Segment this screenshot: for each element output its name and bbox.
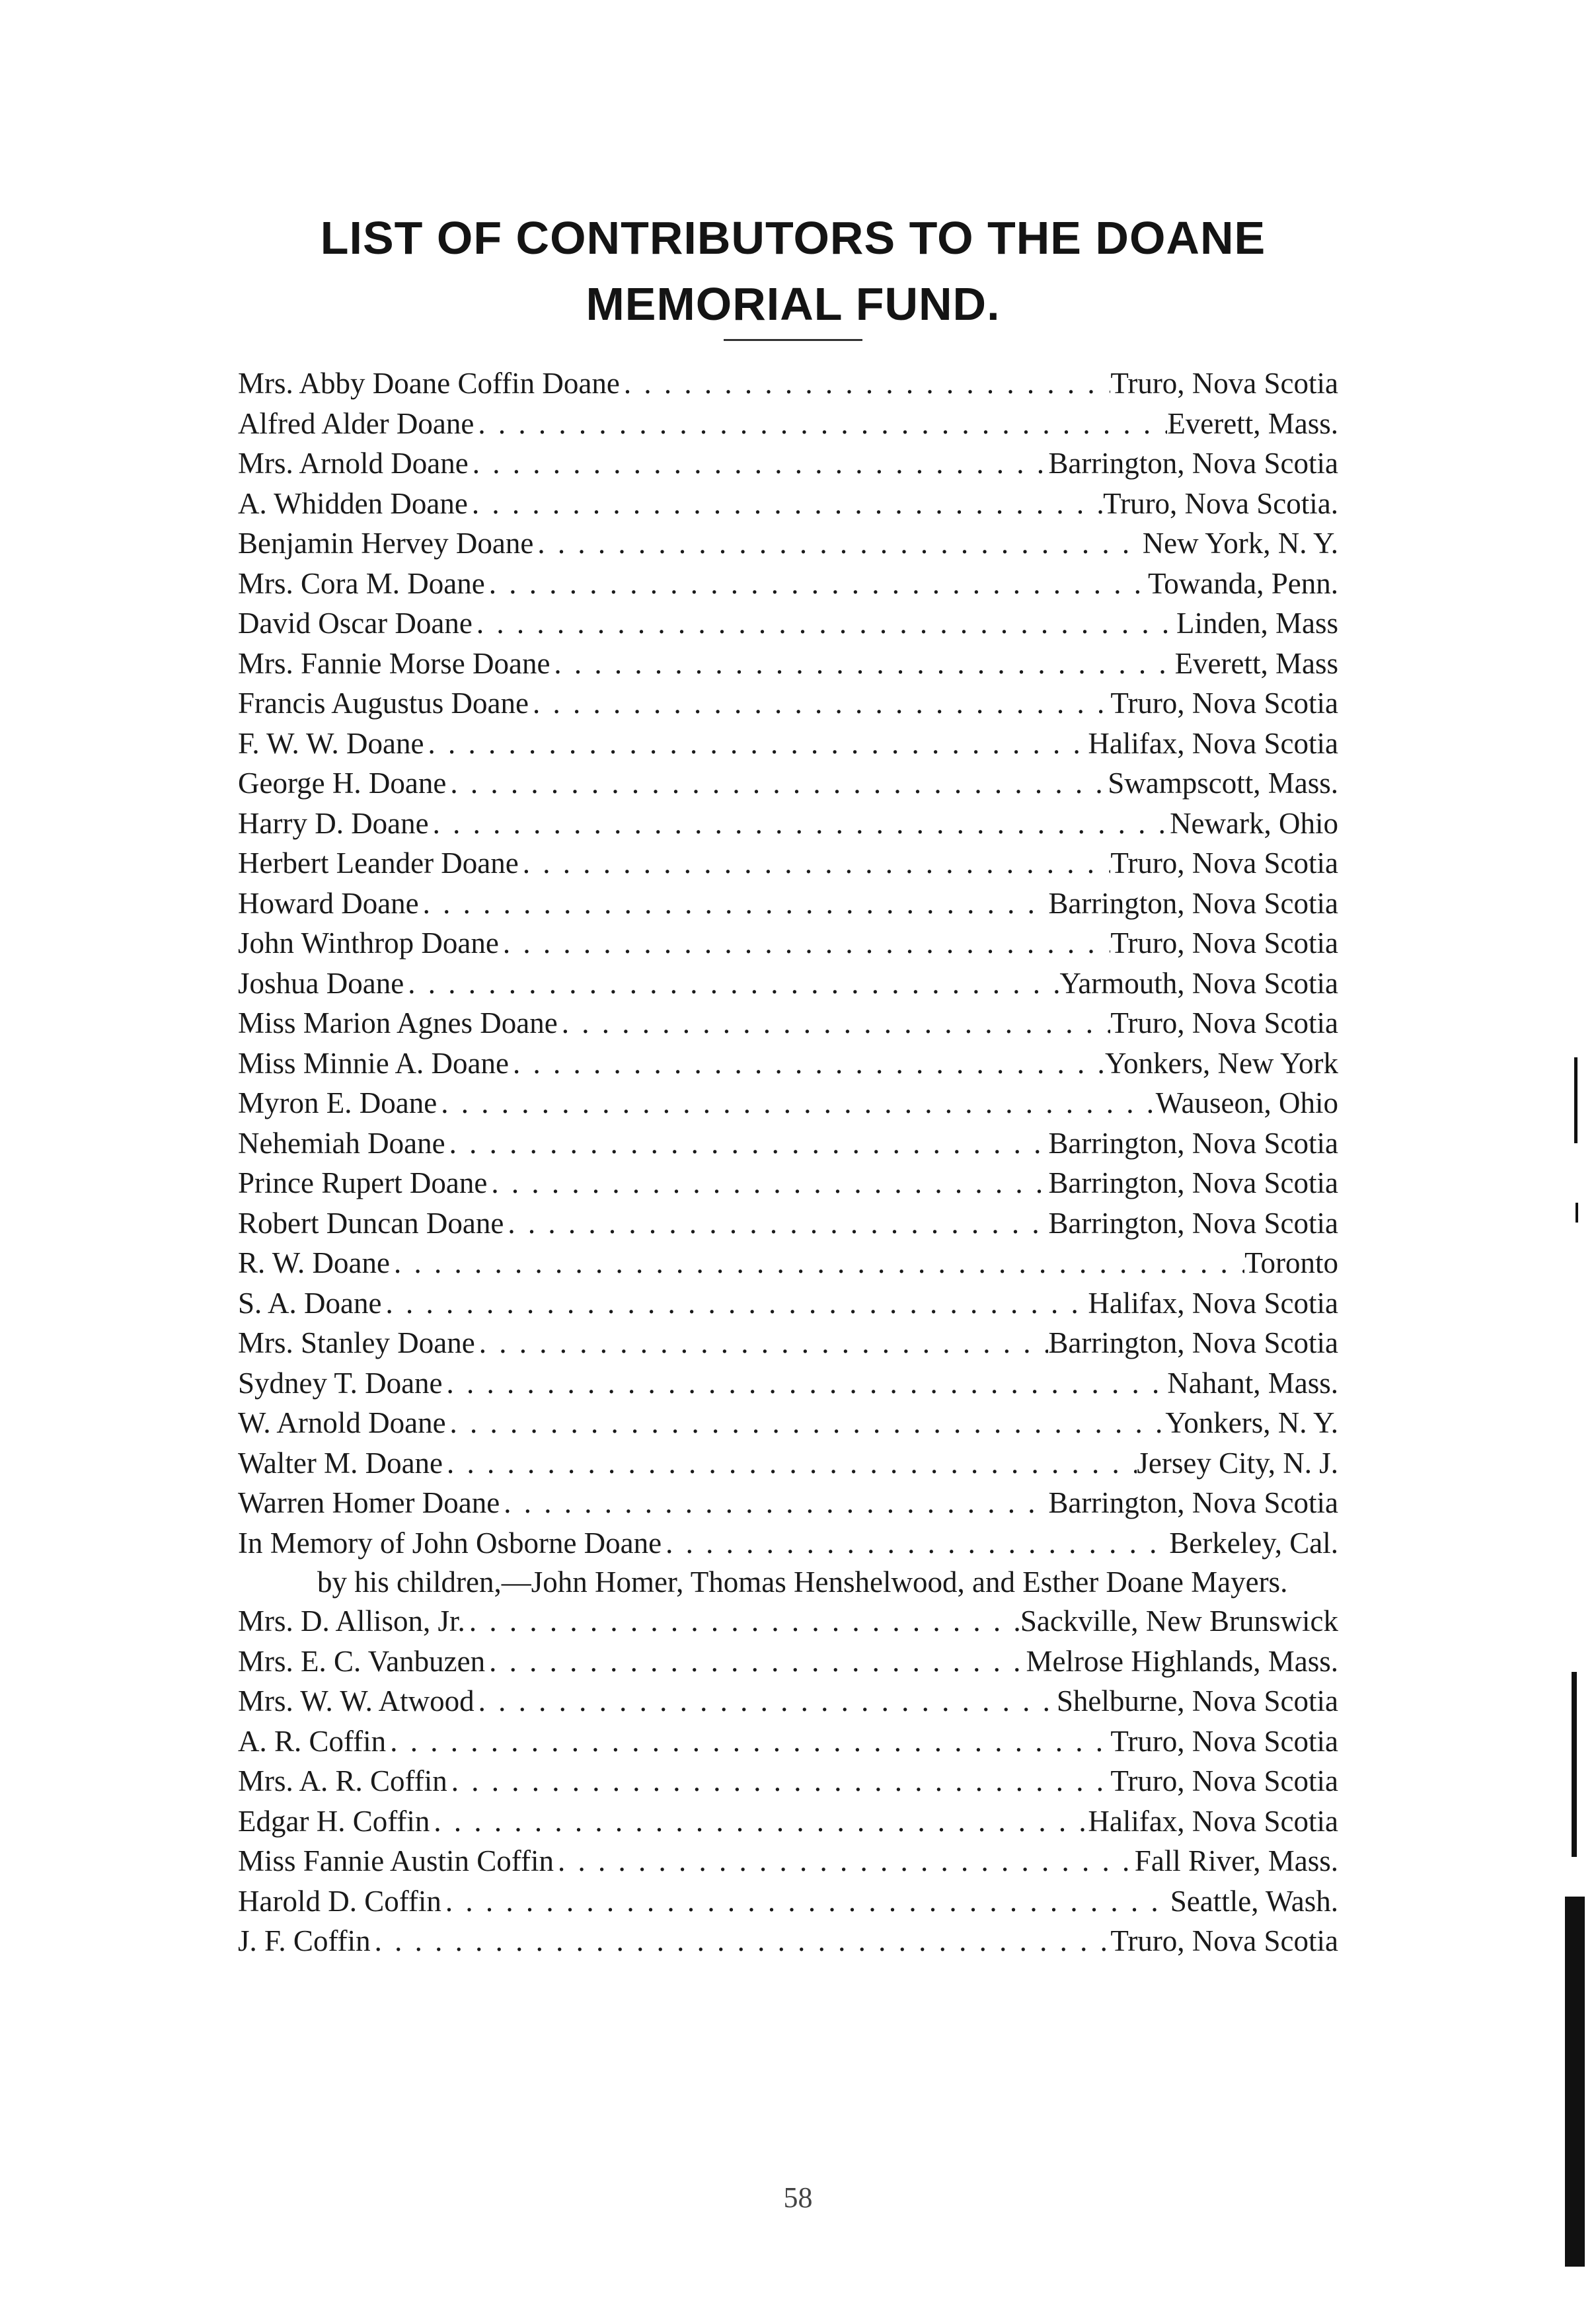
scan-edge-mark (1565, 1897, 1585, 2267)
contributor-place: Fall River, Mass. (1134, 1844, 1338, 1877)
contributor-list (238, 363, 1338, 1961)
dot-leader (437, 1083, 1155, 1123)
contributor-row (238, 1801, 1338, 1842)
contributor-name: David Oscar Doane (238, 607, 473, 640)
contributor-place: Halifax, Nova Scotia (1088, 1804, 1338, 1838)
dot-leader (468, 484, 1103, 524)
contributor-row (238, 963, 1338, 1004)
contributor-row (238, 1881, 1338, 1922)
contributor-row (238, 484, 1338, 524)
dot-leader (424, 724, 1088, 764)
contributor-name: John Winthrop Doane (238, 926, 499, 960)
dot-leader (662, 1523, 1169, 1564)
dot-leader (430, 1801, 1088, 1842)
contributor-row (238, 884, 1338, 924)
dot-leader (474, 404, 1167, 444)
dot-leader (382, 1283, 1088, 1324)
contributor-place: Yonkers, New York (1105, 1046, 1338, 1080)
contributor-place: Seattle, Wash. (1170, 1884, 1338, 1918)
contributor-name: Mrs. Abby Doane Coffin Doane (238, 367, 620, 400)
contributor-row (238, 1681, 1338, 1721)
contributor-place: Truro, Nova Scotia (1110, 1724, 1338, 1758)
contributor-name: Joshua Doane (238, 966, 404, 1000)
dot-leader (554, 1841, 1135, 1881)
contributor-place: Barrington, Nova Scotia (1048, 447, 1338, 480)
contributor-row (238, 1761, 1338, 1801)
contributor-name: Mrs. Fannie Morse Doane (238, 646, 551, 680)
contributor-row (238, 1323, 1338, 1363)
contributor-row (238, 1083, 1338, 1123)
page-number: 58 (783, 2181, 813, 2214)
dot-leader (446, 1403, 1166, 1443)
contributor-row (238, 1203, 1338, 1244)
contributor-name: Mrs. D. Allison, Jr. (238, 1604, 465, 1638)
dot-leader (500, 1483, 1048, 1523)
contributor-place: Truro, Nova Scotia (1110, 926, 1338, 960)
dot-leader (446, 763, 1108, 804)
dot-leader (509, 1043, 1105, 1084)
contributor-name: R. W. Doane (238, 1246, 390, 1279)
contributor-name: Prince Rupert Doane (238, 1166, 488, 1199)
dot-leader (447, 1761, 1111, 1801)
contributor-place: Truro, Nova Scotia (1110, 847, 1338, 880)
contributor-row (238, 363, 1338, 404)
contributor-row (238, 923, 1338, 963)
contributor-row (238, 843, 1338, 884)
contributor-place: Barrington, Nova Scotia (1048, 886, 1338, 920)
contributor-row (238, 1641, 1338, 1682)
contributor-name: Edgar H. Coffin (238, 1804, 430, 1838)
contributor-name: In Memory of John Osborne Doane (238, 1526, 662, 1560)
dot-leader (620, 363, 1111, 404)
dot-leader (550, 644, 1174, 684)
contributor-name: A. Whidden Doane (238, 486, 468, 520)
contributor-row (238, 603, 1338, 644)
contributor-name: Harold D. Coffin (238, 1884, 441, 1918)
contributor-place: Nahant, Mass. (1167, 1366, 1338, 1400)
dot-leader (485, 564, 1148, 604)
contributor-place: Barrington, Nova Scotia (1048, 1206, 1338, 1240)
contributor-place: Truro, Nova Scotia (1110, 687, 1338, 720)
contributor-name: Harry D. Doane (238, 806, 429, 840)
contributor-name: George H. Doane (238, 767, 447, 800)
contributor-place: Truro, Nova Scotia (1110, 1764, 1338, 1797)
contributor-name: Benjamin Hervey Doane (238, 527, 534, 560)
contributor-place: Halifax, Nova Scotia (1088, 726, 1338, 760)
contributor-place: Truro, Nova Scotia (1110, 367, 1338, 400)
scan-edge-mark (1576, 1203, 1578, 1223)
contributor-row (238, 683, 1338, 724)
contributor-row (238, 1163, 1338, 1203)
contributor-place: Barrington, Nova Scotia (1048, 1326, 1338, 1359)
contributor-name: Miss Minnie A. Doane (238, 1046, 509, 1080)
dot-leader (529, 683, 1110, 724)
contributor-place: Yonkers, N. Y. (1165, 1406, 1338, 1439)
contributor-group-a (238, 363, 1338, 1563)
contributor-name: Herbert Leander Doane (238, 847, 519, 880)
contributor-row (238, 1243, 1338, 1283)
contributor-place: Truro, Nova Scotia (1110, 1006, 1338, 1039)
title-divider (724, 339, 862, 341)
contributor-name: Alfred Alder Doane (238, 406, 475, 440)
contributor-name: Miss Marion Agnes Doane (238, 1006, 558, 1039)
contributor-name: Sydney T. Doane (238, 1366, 443, 1400)
contributor-name: Mrs. A. R. Coffin (238, 1764, 447, 1797)
contributor-row (238, 1003, 1338, 1043)
contributor-place: Barrington, Nova Scotia (1048, 1126, 1338, 1160)
contributor-row (238, 1443, 1338, 1484)
dot-leader (443, 1443, 1137, 1484)
contributor-row (238, 1921, 1338, 1961)
contributor-place: Everett, Mass. (1167, 406, 1338, 440)
contributor-row (238, 1523, 1338, 1564)
contributor-place: Towanda, Penn. (1147, 566, 1338, 600)
contributor-place: Linden, Mass (1176, 607, 1338, 640)
dot-leader (485, 1641, 1026, 1682)
contributor-place: Barrington, Nova Scotia (1048, 1166, 1338, 1199)
contributor-place: Swampscott, Mass. (1108, 767, 1338, 800)
contributor-row (238, 724, 1338, 764)
page-title (198, 205, 1388, 337)
contributor-place: Yarmouth, Nova Scotia (1059, 966, 1338, 1000)
dot-leader (443, 1363, 1168, 1404)
contributor-row (238, 763, 1338, 804)
contributor-place: Barrington, Nova Scotia (1048, 1486, 1338, 1519)
contributor-row (238, 1043, 1338, 1084)
contributor-place: Wauseon, Ohio (1155, 1086, 1338, 1119)
contributor-row (238, 1483, 1338, 1523)
contributor-name: W. Arnold Doane (238, 1406, 446, 1439)
contributor-row (238, 1721, 1338, 1762)
dot-leader (445, 1123, 1049, 1164)
dot-leader (371, 1921, 1111, 1961)
dot-leader (419, 884, 1049, 924)
contributor-row (238, 564, 1338, 604)
contributor-name: Francis Augustus Doane (238, 687, 529, 720)
scan-edge-mark (1574, 1057, 1577, 1143)
dot-leader (519, 843, 1111, 884)
dot-leader (469, 443, 1049, 484)
contributor-name: Robert Duncan Doane (238, 1206, 504, 1240)
contributor-name: J. F. Coffin (238, 1924, 371, 1957)
contributor-name: Mrs. Stanley Doane (238, 1326, 475, 1359)
contributor-row (238, 1123, 1338, 1164)
contributor-row (238, 644, 1338, 684)
contributor-name: Mrs. Cora M. Doane (238, 566, 485, 600)
contributor-place: Sackville, New Brunswick (1020, 1604, 1338, 1638)
dot-leader (390, 1243, 1244, 1283)
contributor-name: Warren Homer Doane (238, 1486, 500, 1519)
contributor-name: Howard Doane (238, 886, 419, 920)
contributor-name: F. W. W. Doane (238, 726, 424, 760)
contributor-row (238, 404, 1338, 444)
contributor-place: Melrose Highlands, Mass. (1026, 1644, 1338, 1678)
contributor-place: Truro, Nova Scotia (1110, 1924, 1338, 1957)
contributor-place: New York, N. Y. (1142, 527, 1338, 560)
contributor-name: Mrs. E. C. Vanbuzen (238, 1644, 486, 1678)
contributor-name: Myron E. Doane (238, 1086, 437, 1119)
contributor-row (238, 1363, 1338, 1404)
dot-leader (465, 1601, 1020, 1641)
contributor-row (238, 1283, 1338, 1324)
memorial-note: by his children,—John Homer, Thomas Henshelwood, and Esther Doane Mayers. (317, 1565, 1288, 1599)
contributor-place: Toronto (1244, 1246, 1338, 1279)
contributor-row (238, 804, 1338, 844)
dot-leader (504, 1203, 1048, 1244)
contributor-name: Mrs. W. W. Atwood (238, 1684, 475, 1717)
dot-leader (475, 1681, 1057, 1721)
contributor-row (238, 1841, 1338, 1881)
contributor-place: Berkeley, Cal. (1169, 1526, 1338, 1560)
contributor-place: Halifax, Nova Scotia (1088, 1286, 1338, 1320)
contributor-place: Jersey City, N. J. (1137, 1446, 1338, 1480)
contributor-row (238, 1601, 1338, 1641)
contributor-row (238, 523, 1338, 564)
dot-leader (533, 523, 1142, 564)
dot-leader (487, 1163, 1048, 1203)
contributor-name: Mrs. Arnold Doane (238, 447, 469, 480)
dot-leader (386, 1721, 1110, 1762)
dot-leader (499, 923, 1111, 963)
contributor-name: S. A. Doane (238, 1286, 382, 1320)
contributor-row (238, 1403, 1338, 1443)
contributor-place: Shelburne, Nova Scotia (1056, 1684, 1338, 1717)
scan-edge-mark (1572, 1672, 1577, 1857)
dot-leader (475, 1323, 1049, 1363)
contributor-row (238, 443, 1338, 484)
dot-leader (429, 804, 1170, 844)
dot-leader (558, 1003, 1111, 1043)
dot-leader (404, 963, 1059, 1004)
contributor-place: Everett, Mass (1174, 646, 1338, 680)
dot-leader (473, 603, 1176, 644)
contributor-name: Walter M. Doane (238, 1446, 443, 1480)
contributor-place: Newark, Ohio (1170, 806, 1338, 840)
contributor-name: Miss Fannie Austin Coffin (238, 1844, 554, 1877)
title-line-2: MEMORIAL FUND. (586, 278, 1001, 330)
contributor-group-b (238, 1601, 1338, 1961)
contributor-place: Truro, Nova Scotia. (1103, 486, 1338, 520)
dot-leader (441, 1881, 1170, 1922)
contributor-name: Nehemiah Doane (238, 1126, 445, 1160)
contributor-name: A. R. Coffin (238, 1724, 387, 1758)
title-line-1: LIST OF CONTRIBUTORS TO THE DOANE (320, 212, 1266, 264)
